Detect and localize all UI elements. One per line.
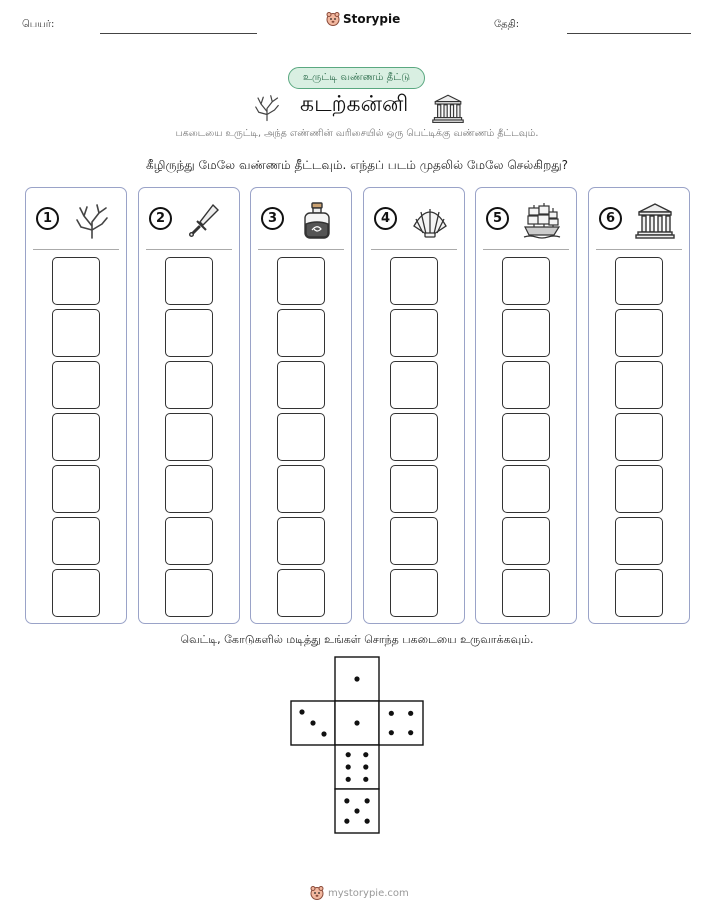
dice-pip [354, 676, 359, 681]
dice-pip [321, 731, 326, 736]
dice-face-5 [335, 789, 379, 833]
dice-pip [363, 752, 368, 757]
subtitle-pill: உருட்டி வண்ணம் தீட்டு [288, 67, 425, 89]
name-label: பெயர்: [22, 19, 55, 30]
dice-pip [389, 730, 394, 735]
dice-pip [363, 777, 368, 782]
instruction-small: பகடையை உருட்டி, அந்த எண்ணின் வரிசையில் ஒரு பெட்டிக்கு வண்ணம் தீட்டவும். [175, 128, 539, 139]
dice-pip [389, 711, 394, 716]
dice-pip [365, 798, 370, 803]
dice-pip [346, 777, 351, 782]
footer-url: mystorypie.com [328, 887, 409, 899]
cut-instruction: வெட்டி, கோடுகளில் மடித்து உங்கள் சொந்த பகடையை உருவாக்கவும். [180, 633, 534, 646]
column-number: 3 [261, 207, 284, 230]
dice-pip [346, 764, 351, 769]
column-number: 1 [36, 207, 59, 230]
column-number: 6 [599, 207, 622, 230]
page-title: கடற்கன்னி [300, 92, 409, 117]
column-number: 2 [149, 207, 172, 230]
date-label: தேதி: [494, 19, 520, 30]
storypie-logo-icon [310, 886, 324, 900]
dice-pip [354, 720, 359, 725]
instruction-main: கீழிருந்து மேலே வண்ணம் தீட்டவும். எந்தப் படம் முதலில் மேலே செல்கிறது? [145, 158, 569, 172]
dice-face-4 [379, 701, 423, 745]
dice-pip [354, 808, 359, 813]
dice-pip [299, 709, 304, 714]
dice-pip [310, 720, 315, 725]
dice-face-1 [335, 657, 379, 701]
column-number: 4 [374, 207, 397, 230]
dice-pip [346, 752, 351, 757]
dice-pip [344, 819, 349, 824]
dice-pip [365, 819, 370, 824]
column-number: 5 [486, 207, 509, 230]
brand-name: Storypie [343, 12, 401, 26]
dice-pip [408, 711, 413, 716]
dice-pip [344, 798, 349, 803]
dice-pip [363, 764, 368, 769]
dice-face-1 [335, 701, 379, 745]
dice-pip [408, 730, 413, 735]
dice-face-6 [335, 745, 379, 789]
footer [310, 886, 409, 900]
dice-face-3 [291, 701, 335, 745]
